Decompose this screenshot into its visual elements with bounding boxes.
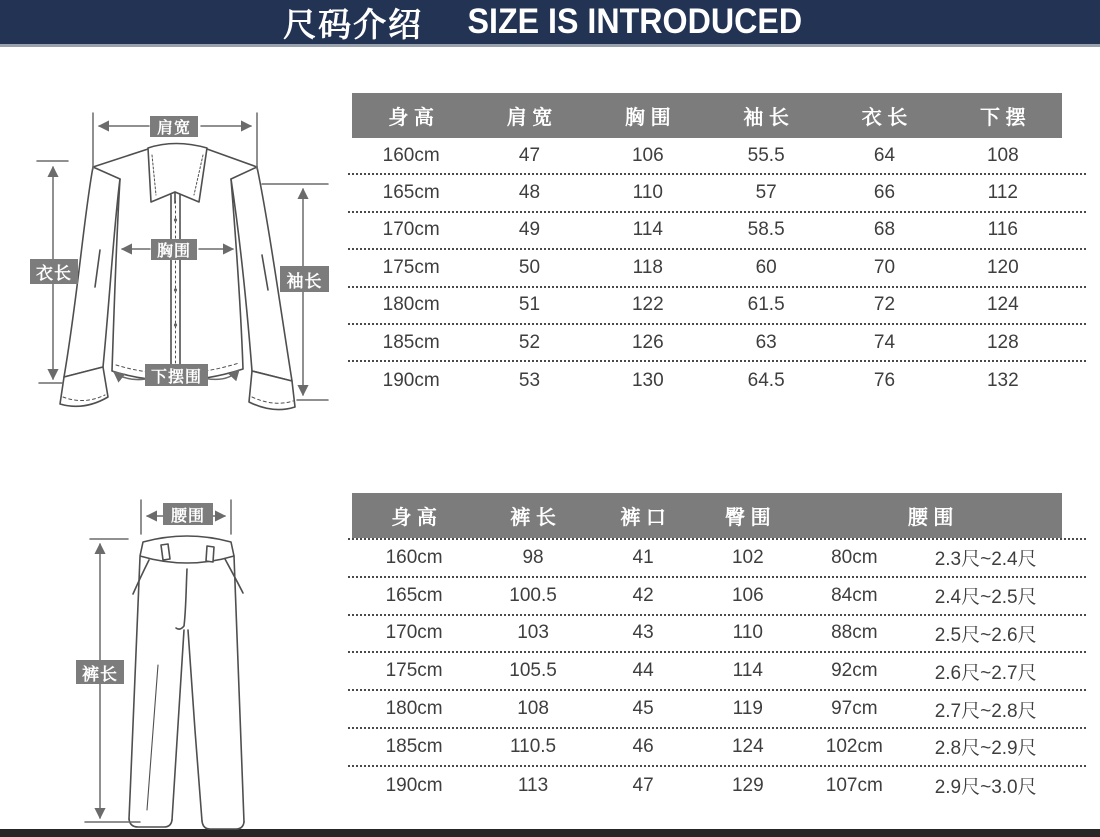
table-cell: 132: [986, 370, 1019, 392]
table-cell: 106: [731, 584, 764, 606]
table-cell: 129: [731, 774, 764, 796]
table-cell: 105.5: [509, 660, 557, 682]
table-row: [348, 767, 1086, 805]
pants-measurement-diagram: [30, 490, 310, 835]
table-row: [348, 653, 1086, 691]
table-cell: 74: [873, 331, 896, 353]
table-cell: 60: [755, 256, 777, 278]
table-cell: 46: [632, 735, 654, 757]
table-cell: 49: [518, 219, 541, 241]
column-header-cell: 裤 长: [510, 507, 556, 529]
table-cell: 110: [732, 622, 763, 644]
table-cell: 180cm: [382, 294, 440, 316]
table-row: [348, 540, 1086, 578]
table-cell: 52: [518, 331, 541, 353]
pants-size-table: [348, 493, 1086, 805]
table-cell: 116: [987, 219, 1018, 241]
column-header-cell: 衣 长: [861, 107, 908, 129]
table-cell: 113: [517, 774, 549, 796]
table-row: [348, 729, 1086, 767]
table-cell: 55.5: [747, 144, 785, 166]
table-cell: 63: [755, 331, 777, 353]
waist-label: 腰围: [163, 503, 213, 525]
table-cell: 2.5尺~2.6尺: [934, 624, 1037, 646]
chest-label: 胸围: [151, 239, 197, 260]
table-cell: 130: [631, 370, 664, 392]
table-cell: 122: [631, 294, 664, 316]
table-cell: 185cm: [385, 735, 443, 757]
column-header-cell: 裤 口: [620, 507, 666, 529]
table-cell: 118: [632, 256, 663, 278]
page-title-english: SIZE IS INTRODUCED: [467, 2, 803, 41]
table-row: [348, 175, 1086, 212]
column-header-cell: 肩 宽: [506, 107, 553, 129]
table-cell: 102cm: [825, 735, 883, 757]
table-cell: 180cm: [385, 698, 443, 720]
shirt-table-header-row: [352, 93, 1062, 138]
table-row: [348, 213, 1086, 250]
table-cell: 165cm: [382, 182, 440, 204]
table-cell: 64.5: [747, 370, 785, 392]
table-cell: 114: [632, 219, 663, 241]
pants-line-art: [129, 536, 244, 829]
table-row: [348, 250, 1086, 287]
table-cell: 2.9尺~3.0尺: [934, 777, 1037, 799]
table-cell: 47: [632, 774, 654, 796]
table-cell: 50: [518, 256, 541, 278]
table-cell: 112: [987, 182, 1018, 204]
table-cell: 2.3尺~2.4尺: [934, 549, 1037, 571]
table-row: [348, 362, 1086, 399]
table-cell: 88cm: [831, 622, 878, 644]
pants-table-header-row: [352, 493, 1062, 538]
hem-width-label: 下摆围: [145, 364, 208, 386]
table-cell: 175cm: [382, 256, 440, 278]
table-row: [348, 288, 1086, 325]
table-cell: 103: [517, 622, 549, 644]
table-cell: 41: [632, 546, 654, 568]
column-header-cell: 身 高: [391, 507, 437, 529]
table-row: [348, 325, 1086, 362]
table-cell: 70: [873, 256, 896, 278]
table-cell: 2.6尺~2.7尺: [934, 662, 1037, 684]
table-cell: 190cm: [385, 774, 443, 796]
table-cell: 126: [631, 331, 664, 353]
table-cell: 72: [873, 294, 896, 316]
table-cell: 185cm: [382, 331, 440, 353]
table-cell: 119: [732, 698, 763, 720]
table-cell: 92cm: [831, 660, 878, 682]
garment-length-label: 衣长: [30, 259, 78, 284]
table-row: [348, 578, 1086, 616]
table-cell: 48: [518, 182, 541, 204]
table-cell: 53: [518, 370, 541, 392]
table-cell: 2.4尺~2.5尺: [934, 587, 1037, 609]
table-cell: 128: [986, 331, 1019, 353]
table-cell: 44: [632, 660, 654, 682]
table-row: [348, 691, 1086, 729]
column-header-cell: 身 高: [388, 107, 434, 129]
table-cell: 106: [631, 144, 664, 166]
table-cell: 114: [732, 660, 763, 682]
table-cell: 98: [522, 546, 544, 568]
shirt-size-table: [348, 93, 1086, 400]
table-cell: 124: [731, 735, 764, 757]
table-cell: 68: [873, 219, 896, 241]
page-title-chinese: 尺码介绍: [283, 5, 424, 43]
table-cell: 110: [632, 182, 663, 204]
table-cell: 47: [518, 144, 541, 166]
table-cell: 66: [873, 182, 896, 204]
table-cell: 108: [517, 698, 549, 720]
table-cell: 170cm: [385, 622, 443, 644]
table-cell: 2.8尺~2.9尺: [934, 738, 1037, 760]
table-cell: 102: [731, 546, 764, 568]
table-cell: 170cm: [382, 219, 440, 241]
table-cell: 57: [755, 182, 777, 204]
table-cell: 100.5: [509, 584, 557, 606]
table-cell: 58.5: [747, 219, 785, 241]
table-cell: 61.5: [747, 294, 785, 316]
column-header-cell: 腰 围: [907, 507, 954, 529]
table-cell: 2.7尺~2.8尺: [934, 700, 1037, 722]
table-cell: 175cm: [385, 660, 443, 682]
table-row: [348, 616, 1086, 654]
table-cell: 84cm: [831, 584, 878, 606]
table-cell: 42: [632, 584, 654, 606]
table-cell: 190cm: [382, 370, 440, 392]
pants-length-label: 裤长: [76, 660, 124, 684]
column-header-cell: 臀 围: [725, 507, 771, 529]
table-cell: 76: [873, 370, 896, 392]
title-bar: [0, 0, 1100, 47]
table-cell: 124: [986, 294, 1019, 316]
table-cell: 160cm: [385, 546, 443, 568]
table-cell: 107cm: [825, 774, 883, 796]
table-cell: 108: [986, 144, 1019, 166]
table-cell: 45: [632, 698, 654, 720]
shirt-table-body: [348, 138, 1086, 400]
table-cell: 110.5: [509, 735, 557, 757]
table-row: [348, 138, 1086, 175]
table-cell: 120: [986, 256, 1019, 278]
pants-table-body: [348, 538, 1086, 805]
table-cell: 97cm: [831, 698, 878, 720]
table-cell: 80cm: [831, 546, 878, 568]
column-header-cell: 胸 围: [625, 107, 671, 129]
column-header-cell: 下 摆: [980, 107, 1026, 129]
column-header-cell: 袖 长: [743, 107, 789, 129]
table-cell: 160cm: [382, 144, 440, 166]
shoulder-width-label: 肩宽: [150, 116, 198, 137]
table-cell: 51: [518, 294, 541, 316]
table-cell: 165cm: [385, 584, 443, 606]
sleeve-length-label: 袖长: [280, 266, 329, 292]
table-cell: 43: [632, 622, 654, 644]
table-cell: 64: [873, 144, 896, 166]
